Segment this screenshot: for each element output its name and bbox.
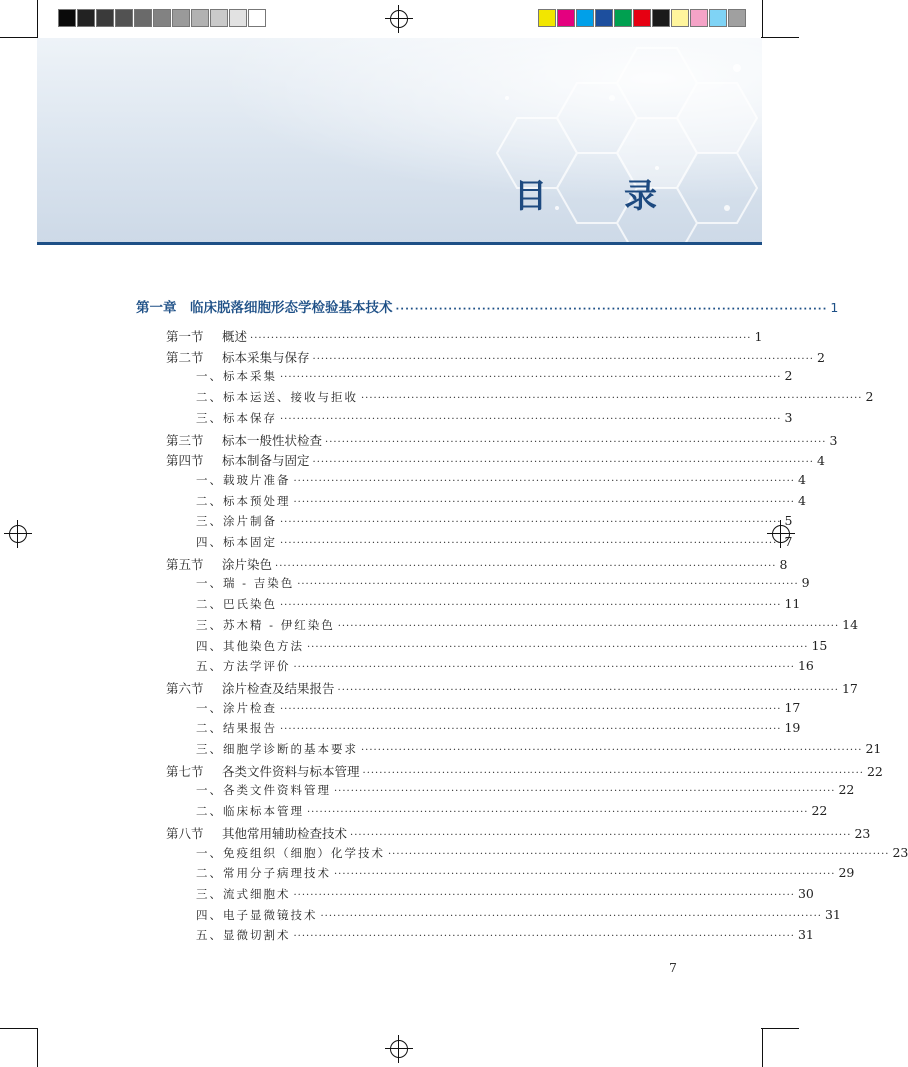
entry-page: 1	[754, 329, 763, 344]
entry-page: 9	[801, 575, 810, 591]
subsection-title: 二、常用分子病理技术	[196, 866, 331, 881]
section-number: 第六节	[166, 680, 204, 696]
leader-dots: ··························································································	[395, 304, 828, 315]
toc-subsection-entry[interactable]	[196, 409, 793, 426]
leader-dots: ························································································································	[361, 393, 863, 405]
subsection-title: 二、结果报告	[196, 721, 277, 736]
toc-subsection-entry[interactable]	[196, 720, 801, 736]
section-label	[166, 431, 322, 449]
leader-dots: ························································································································	[293, 889, 795, 901]
leader-dots: ························································································································	[362, 767, 864, 779]
entry-page: 17	[784, 699, 801, 715]
section-title: 标本采集与保存	[222, 349, 310, 365]
section-title: 概述	[222, 329, 248, 344]
entry-page: 23	[892, 844, 908, 860]
leader-dots: ························································································································	[293, 662, 795, 674]
subsection-title: 四、标本固定	[196, 535, 277, 549]
toc-subsection-entry[interactable]	[196, 575, 810, 591]
toc-subsection-entry[interactable]	[196, 885, 814, 902]
entry-page: 31	[797, 927, 814, 943]
entry-page: 14	[842, 616, 859, 632]
toc-chapter-entry[interactable]	[136, 296, 839, 316]
section-title: 其他常用辅助检查技术	[222, 825, 348, 841]
entry-page: 29	[838, 865, 855, 881]
section-title: 涂片检查及结果报告	[222, 680, 335, 696]
entry-page: 2	[865, 389, 874, 405]
section-title: 标本制备与固定	[222, 453, 310, 469]
entry-page: 11	[784, 596, 801, 612]
toc-subsection-entry[interactable]	[196, 596, 801, 612]
entry-page: 23	[854, 825, 871, 841]
chapter-title: 第一章 临床脱落细胞形态学检验基本技术	[136, 300, 393, 316]
section-title: 各类文件资料与标本管理	[222, 763, 360, 779]
subsection-title: 四、其他染色方法	[196, 638, 304, 653]
entry-page: 21	[865, 741, 882, 756]
entry-page: 30	[797, 885, 814, 901]
entry-page: 19	[784, 720, 801, 736]
toc-subsection-entry[interactable]	[196, 844, 908, 861]
toc-subsection-entry[interactable]	[196, 803, 828, 819]
section-label	[166, 762, 360, 780]
entry-page: 22	[811, 803, 828, 819]
entry-page: 3	[784, 409, 793, 425]
subsection-title: 三、标本保存	[196, 410, 277, 425]
subsection-title: 三、苏木精 - 伊红染色	[196, 617, 335, 632]
subsection-title: 二、标本预处理	[196, 493, 291, 508]
toc-subsection-entry[interactable]	[196, 534, 793, 550]
toc-section-entry[interactable]	[166, 451, 825, 469]
toc-subsection-entry[interactable]	[196, 616, 859, 633]
toc-subsection-entry[interactable]	[196, 782, 855, 798]
section-label	[166, 555, 272, 573]
entry-page: 3	[829, 432, 838, 448]
leader-dots: ························································································································	[320, 910, 822, 922]
leader-dots: ························································································································	[334, 869, 836, 881]
leader-dots: ························································································································	[280, 538, 782, 549]
leader-dots: ························································································································	[280, 372, 782, 384]
entry-page: 4	[797, 492, 806, 508]
subsection-title: 三、涂片制备	[196, 514, 277, 529]
leader-dots: ························································································································	[275, 560, 777, 572]
leader-dots: ························································································································	[337, 620, 840, 632]
section-number: 第四节	[166, 453, 204, 469]
section-label	[166, 679, 335, 697]
section-number: 第一节	[166, 329, 204, 344]
leader-dots: ························································································································	[350, 829, 852, 841]
section-label	[166, 327, 247, 345]
leader-dots: ························································································································	[307, 807, 809, 819]
subsection-title: 二、标本运送、接收与拒收	[196, 390, 358, 405]
subsection-title: 四、电子显微镜技术	[196, 907, 318, 922]
leader-dots: ························································································································	[293, 475, 795, 487]
toc-subsection-entry[interactable]	[196, 389, 874, 405]
leader-dots: ························································································································	[307, 641, 809, 653]
toc-section-entry[interactable]	[166, 555, 788, 573]
subsection-title: 一、免疫组织（细胞）化学技术	[196, 845, 385, 860]
subsection-title: 二、巴氏染色	[196, 597, 277, 612]
entry-page: 2	[816, 349, 825, 365]
toc-subsection-entry[interactable]	[196, 637, 828, 654]
toc-subsection-entry[interactable]	[196, 865, 855, 881]
leader-dots: ························································································································	[280, 517, 782, 529]
leader-dots: ························································································································	[312, 353, 814, 365]
subsection-title: 五、显微切割术	[196, 928, 291, 943]
toc-subsection-entry[interactable]	[196, 658, 814, 674]
leader-dots: ························································································································	[280, 724, 782, 736]
leader-dots: ························································································································	[337, 684, 839, 696]
subsection-title: 二、临床标本管理	[196, 804, 304, 819]
leader-dots: ························································································································	[280, 703, 782, 715]
leader-dots: ························································································································	[325, 436, 827, 448]
subsection-title: 三、流式细胞术	[196, 886, 291, 901]
subsection-title: 一、瑞 - 吉染色	[196, 576, 295, 591]
chapter-page: 1	[830, 300, 839, 315]
toc-section-entry[interactable]	[166, 348, 825, 366]
subsection-title: 一、载玻片准备	[196, 472, 291, 487]
section-number: 第三节	[166, 432, 204, 448]
section-number: 第五节	[166, 556, 204, 572]
section-label	[166, 824, 347, 842]
subsection-title: 一、涂片检查	[196, 700, 277, 715]
leader-dots: ························································································································	[361, 745, 863, 756]
leader-dots: ························································································································	[334, 786, 836, 798]
subsection-title: 一、各类文件资料管理	[196, 783, 331, 798]
entry-page: 7	[784, 534, 793, 549]
toc-subsection-entry[interactable]	[196, 368, 793, 384]
toc-subsection-entry[interactable]	[196, 927, 814, 943]
toc-subsection-entry[interactable]	[196, 699, 801, 716]
entry-page: 5	[784, 513, 793, 529]
toc-section-entry[interactable]	[166, 327, 763, 345]
subsection-title: 一、标本采集	[196, 369, 277, 384]
leader-dots: ························································································································	[250, 333, 752, 344]
entry-page: 4	[816, 453, 825, 469]
leader-dots: ························································································································	[388, 848, 890, 860]
toc-subsection-entry[interactable]	[196, 492, 806, 509]
toc-subsection-entry[interactable]	[196, 513, 793, 529]
section-number: 第八节	[166, 825, 204, 841]
toc-section-entry[interactable]	[166, 762, 883, 780]
toc-subsection-entry[interactable]	[196, 741, 882, 757]
leader-dots: ························································································································	[312, 457, 814, 469]
page-title: 目 录	[514, 176, 679, 215]
entry-page: 8	[779, 556, 788, 572]
leader-dots: ························································································································	[293, 496, 795, 508]
entry-page: 16	[797, 658, 814, 674]
section-number: 第七节	[166, 763, 204, 779]
toc-section-entry[interactable]	[166, 824, 871, 842]
toc-section-entry[interactable]	[166, 431, 838, 449]
toc-subsection-entry[interactable]	[196, 906, 841, 923]
entry-page: 4	[797, 471, 806, 487]
toc-section-entry[interactable]	[166, 679, 858, 697]
entry-page: 22	[838, 782, 855, 798]
entry-page: 31	[824, 906, 841, 922]
section-label	[166, 451, 310, 469]
subsection-title: 三、细胞学诊断的基本要求	[196, 742, 358, 756]
section-title: 涂片染色	[222, 556, 273, 572]
leader-dots: ························································································································	[293, 931, 795, 943]
leader-dots: ························································································································	[297, 579, 799, 591]
leader-dots: ························································································································	[280, 600, 782, 612]
section-number: 第二节	[166, 349, 204, 365]
leader-dots: ························································································································	[280, 413, 782, 425]
section-label	[166, 348, 310, 366]
entry-page: 22	[866, 763, 883, 779]
page-number: 7	[669, 960, 677, 975]
subsection-title: 五、方法学评价	[196, 659, 291, 674]
section-title: 标本一般性状检查	[222, 432, 323, 448]
entry-page: 17	[841, 680, 858, 696]
entry-page: 15	[811, 637, 828, 653]
toc-subsection-entry[interactable]	[196, 471, 806, 488]
entry-page: 2	[784, 368, 793, 384]
